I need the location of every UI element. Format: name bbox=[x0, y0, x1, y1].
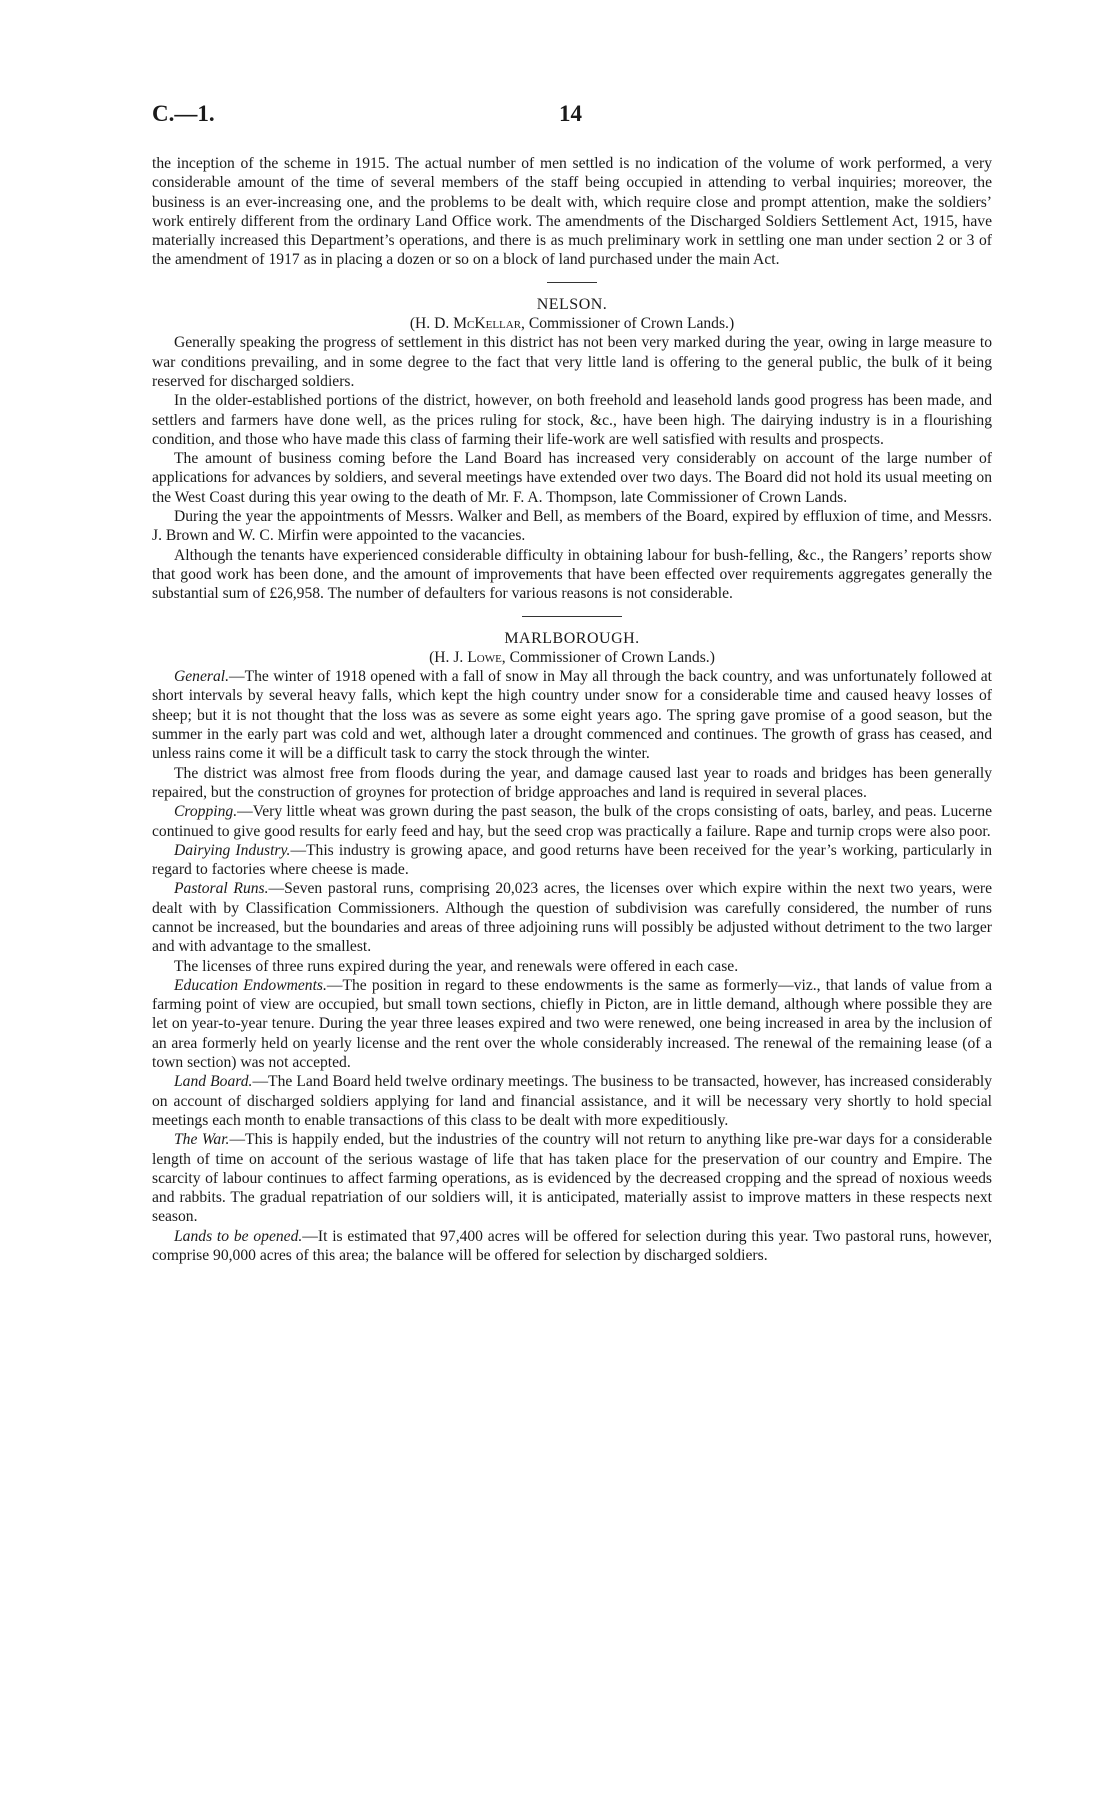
paragraph: Lands to be opened.—It is estimated that 97,400 acres will be offered for selection during this year. Two pastoral runs, however, comprise 90,000 acres of this area; the balance will be offered for selection by discharged soldiers. bbox=[152, 1227, 992, 1265]
marlborough-section bbox=[152, 629, 992, 1266]
paragraph: Dairying Industry.—This industry is growing apace, and good returns have been received for the year’s working, particularly in regard to factories where cheese is made. bbox=[152, 841, 992, 879]
commissioner-line: (H. D. McKellar, Commissioner of Crown Lands.) bbox=[409, 315, 735, 333]
paragraph-heading: Dairying Industry. bbox=[174, 841, 291, 859]
paragraph: Although the tenants have experienced considerable difficulty in obtaining labour for bush-felling, &c., the Rangers’ reports show that good work has been done, and the amount of improvements that have been effected over requirements aggregates generally the substantial sum of £26,958. The number of defaulters for various reasons is not considerable. bbox=[152, 546, 992, 603]
intro-paragraph: the inception of the scheme in 1915. The actual number of men settled is no indication of the volume of work performed, a very considerable amount of the time of several members of the staff being occupied in attending to verbal inquiries; moreover, the business is an ever-increasing one, and the problems to be dealt with, which require close and prompt attention, make the soldiers’ work entirely different from the ordinary Land Office work. The amendments of the Discharged Soldiers Settlement Act, 1915, have materially increased this Department’s operations, and there is as much preliminary work in settling one man under section 2 or 3 of the amendment of 1917 as in placing a dozen or so on a block of land purchased under the main Act. bbox=[152, 155, 992, 269]
commissioner-line: (H. J. Lowe, Commissioner of Crown Lands.) bbox=[429, 648, 715, 666]
paragraph-heading: Education Endowments. bbox=[174, 976, 327, 994]
page-number: 14 bbox=[559, 101, 582, 126]
paragraph: During the year the appointments of Messrs. Walker and Bell, as members of the Board, expired by effluxion of time, and Messrs. J. Brown and W. C. Mirfin were appointed to the vacancies. bbox=[152, 508, 992, 545]
paragraph: In the older-established portions of the district, however, on both freehold and leasehold lands good progress has been made, and settlers and farmers have done well, as the prices ruling for stock, &c., have been high. The dairying industry is in a flourishing condition, and those who have made this class of farming their life-work are well satisfied with results and prospects. bbox=[152, 392, 992, 448]
commissioner-name: McKellar bbox=[453, 315, 522, 333]
section-title: NELSON. bbox=[536, 295, 608, 313]
paragraph: Pastoral Runs.—Seven pastoral runs, comprising 20,023 acres, the licenses over which expire within the next two years, were dealt with by Classification Commissioners. Although the question of subdivision was carefully considered, the number of runs cannot be increased, but the boundaries and areas of three adjoining runs will possibly be adjusted without detriment to the two larger and with advantage to the smallest. bbox=[152, 880, 993, 956]
section-divider bbox=[522, 616, 622, 617]
paragraph: The War.—This is happily ended, but the industries of the country will not return to anything like pre-war days for a considerable length of time on account of the serious wastage of life that has taken place for the preservation of our country and Empire. The scarcity of labour continues to affect farming operations, as is evidenced by the decreased cropping and the spread of noxious weeds and rabbits. The gradual repatriation of our soldiers will, it is anticipated, materially assist to improve matters in these respects next season. bbox=[152, 1131, 992, 1226]
paragraph: Generally speaking the progress of settlement in this district has not been very marked during the year, owing in large measure to war conditions prevailing, and in some degree to the fact that very little land is offering to the general public, the bulk of it being reserved for discharged soldiers. bbox=[152, 334, 992, 390]
document-reference: C.—1. bbox=[152, 101, 215, 126]
section-divider bbox=[547, 282, 597, 283]
paragraph: The amount of business coming before the Land Board has increased very considerably on account of the large number of applications for advances by soldiers, and several meetings have extended over two days. The Board did not hold its usual meeting on the West Coast during this year owing to the death of Mr. F. A. Thompson, late Commissioner of Crown Lands. bbox=[152, 450, 992, 506]
commissioner-name: Lowe bbox=[467, 648, 502, 666]
page-body bbox=[152, 154, 992, 1265]
paragraph: The district was almost free from floods during the year, and damage caused last year to roads and bridges has been generally repaired, but the construction of groynes for protection of bridge approaches and land is required in several places. bbox=[152, 764, 992, 801]
paragraph-heading: General. bbox=[174, 668, 229, 686]
paragraph: General.—The winter of 1918 opened with a fall of snow in May all through the back country, and was unfortunately followed at short intervals by several heavy falls, which kept the high country under snow for a considerable time and caused heavy losses of sheep; but it is not thought that the loss was as severe as some eight years ago. The spring gave promise of a good season, but the summer in the early part was cold and wet, although later a drought commenced and continues. The growth of grass has ceased, and unless rains come it will be a difficult task to carry the stock through the winter. bbox=[152, 668, 992, 763]
paragraph-heading: Land Board. bbox=[174, 1073, 253, 1091]
paragraph: Education Endowments.—The position in regard to these endowments is the same as formerly—viz., that lands of value from a farming point of view are occupied, but small town sections, chiefly in Picton, are in little demand, although where possible they are let on year-to-year tenure. During the year three leases expired and two were renewed, one being increased in area by the inclusion of an area formerly held on yearly license and the rent over the whole considerably increased. The renewal of the remaining lease (of a town section) was not accepted. bbox=[152, 976, 992, 1072]
paragraph-heading: Pastoral Runs. bbox=[174, 880, 269, 898]
paragraph: The licenses of three runs expired during the year, and renewals were offered in each case. bbox=[174, 957, 739, 975]
paragraph: Land Board.—The Land Board held twelve ordinary meetings. The business to be transacted, however, has increased considerably on account of discharged soldiers applying for land and financial assistance, and it will be necessary very shortly to hold special meetings each month to enable transactions of this class to be dealt with more expeditiously. bbox=[152, 1073, 993, 1129]
paragraph: Cropping.—Very little wheat was grown during the past season, the bulk of the crops consisting of oats, barley, and peas. Lucerne continued to give good results for early feed and hay, but the seed crop was practically a failure. Rape and turnip crops were also poor. bbox=[152, 803, 992, 840]
page-header bbox=[152, 101, 992, 137]
paragraph-heading: Cropping. bbox=[174, 803, 238, 821]
nelson-section bbox=[152, 295, 992, 604]
section-title: MARLBOROUGH. bbox=[504, 629, 640, 647]
paragraph-heading: The War. bbox=[174, 1131, 230, 1149]
paragraph-heading: Lands to be opened. bbox=[174, 1227, 303, 1245]
